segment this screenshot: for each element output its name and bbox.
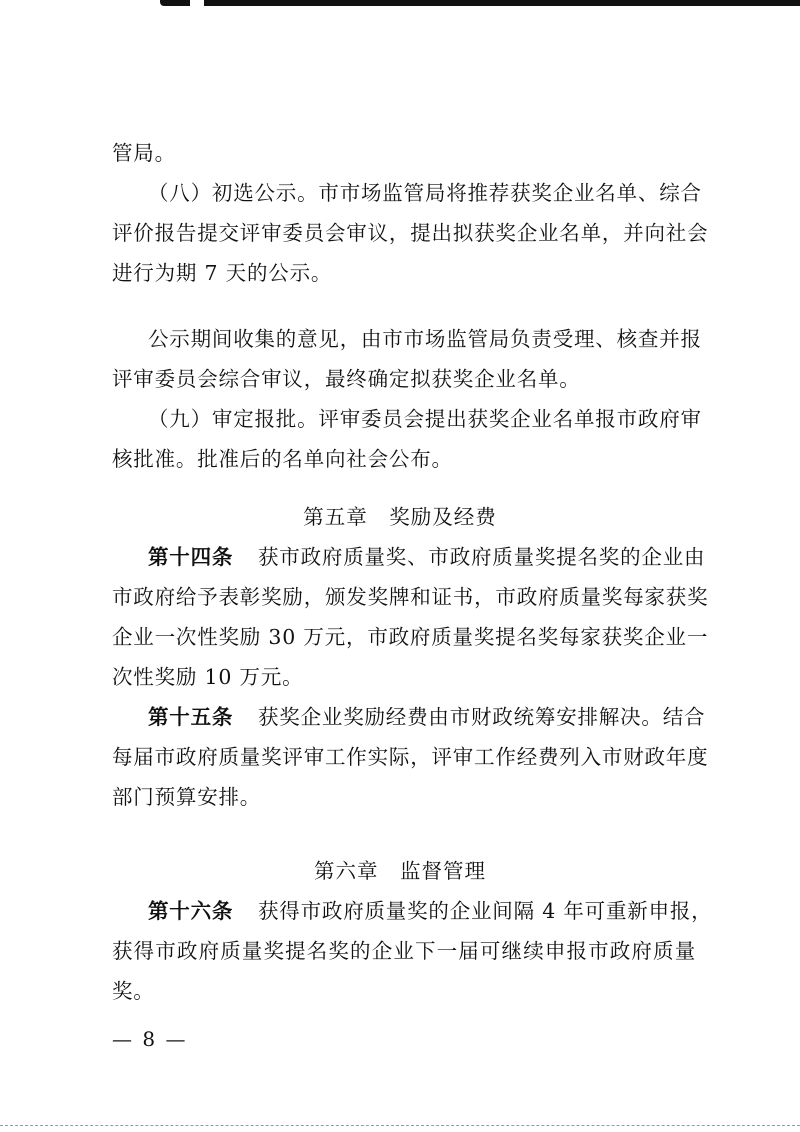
text-line: 获得市政府质量奖提名奖的企业下一届可继续申报市政府质量 <box>112 939 696 963</box>
text-line: 评审委员会综合审议，最终确定拟获奖企业名单。 <box>112 367 581 391</box>
text-line: 评价报告提交评审委员会审议，提出拟获奖企业名单，并向社会 <box>112 221 709 245</box>
chapter-heading: 第五章 奖励及经费 <box>303 505 497 529</box>
scan-edge-top <box>160 0 800 6</box>
text-line: 市政府给予表彰奖励，颁发奖牌和证书，市政府质量奖每家获奖 <box>112 585 709 609</box>
article-label <box>148 898 233 924</box>
article-label <box>148 544 233 570</box>
article-label <box>148 704 233 730</box>
scan-edge-gap <box>190 0 204 6</box>
text-line: 进行为期 7 天的公示。 <box>112 261 333 285</box>
text-line: 获市政府质量奖、市政府质量奖提名奖的企业由 <box>258 545 706 569</box>
text-line: 获奖企业奖励经费由市财政统筹安排解决。结合 <box>258 705 706 729</box>
article-number: 第十五条 <box>148 705 234 729</box>
text-line: 每届市政府质量奖评审工作实际，评审工作经费列入市财政年度 <box>112 745 709 769</box>
text-line: （八）初选公示。市市场监管局将推荐获奖企业名单、综合 <box>148 181 702 205</box>
text-line: 公示期间收集的意见，由市市场监管局负责受理、核查并报 <box>148 327 702 351</box>
text-line: 管局。 <box>112 141 176 165</box>
scan-edge-bottom <box>0 1125 800 1126</box>
page-number: — 8 — <box>112 1027 188 1051</box>
text-line: 部门预算安排。 <box>112 785 262 809</box>
text-line: 企业一次性奖励 30 万元，市政府质量奖提名奖每家获奖企业一 <box>112 625 709 649</box>
chapter-heading: 第六章 监督管理 <box>314 859 486 883</box>
article-number: 第十四条 <box>148 545 234 569</box>
text-line: 获得市政府质量奖的企业间隔 4 年可重新申报， <box>258 899 713 923</box>
text-line: 奖。 <box>112 979 155 1003</box>
article-number: 第十六条 <box>148 899 234 923</box>
text-line: 次性奖励 10 万元。 <box>112 665 304 689</box>
text-line: 核批准。批准后的名单向社会公布。 <box>112 447 453 471</box>
text-line: （九）审定报批。评审委员会提出获奖企业名单报市政府审 <box>148 407 702 431</box>
